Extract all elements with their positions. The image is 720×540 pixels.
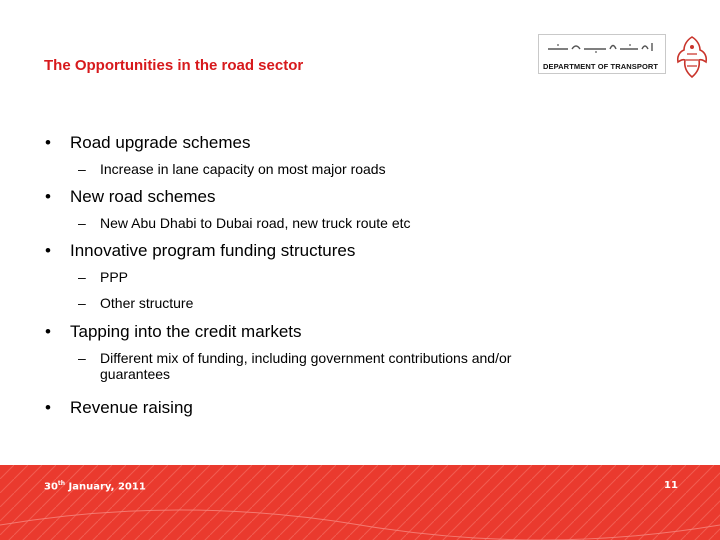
sub-bullet-item <box>78 269 128 285</box>
footer-bar <box>0 465 720 540</box>
sub-bullet-marker: – <box>78 350 86 366</box>
bullet-item <box>45 133 251 153</box>
bullet-marker: • <box>45 241 51 260</box>
sub-bullet-item <box>78 215 411 231</box>
bullet-marker: • <box>45 187 51 206</box>
bullet-marker: • <box>45 322 51 341</box>
department-of-transport-logo <box>538 34 710 86</box>
bullet-text: Tapping into the credit markets <box>70 322 302 341</box>
bullet-item <box>45 241 355 261</box>
date-day: 30 <box>44 481 58 493</box>
sub-bullet-text: Different mix of funding, including government contributions and/or <box>100 350 512 366</box>
sub-bullet-text: New Abu Dhabi to Dubai road, new truck route etc <box>100 215 411 231</box>
bullet-text: Revenue raising <box>70 398 193 417</box>
date-rest: January, 2011 <box>65 481 146 493</box>
bullet-item <box>45 322 302 342</box>
footer-date <box>44 480 146 492</box>
footer-pattern <box>0 465 720 540</box>
page-number: 11 <box>664 480 678 491</box>
sub-bullet-item <box>78 350 511 382</box>
sub-bullet-item <box>78 295 193 311</box>
bullet-text: New road schemes <box>70 187 216 206</box>
sub-bullet-text: PPP <box>100 269 129 285</box>
bullet-marker: • <box>45 398 51 417</box>
bullet-text: Road upgrade schemes <box>70 133 251 152</box>
sub-bullet-marker: – <box>78 161 86 177</box>
sub-bullet-marker: – <box>78 295 86 311</box>
sub-bullet-text-continued: guarantees <box>100 366 171 382</box>
sub-bullet-text: Other structure <box>100 295 194 311</box>
falcon-emblem-icon <box>675 34 709 84</box>
bullet-text: Innovative program funding structures <box>70 241 356 260</box>
bullet-marker: • <box>45 133 51 152</box>
bullet-item <box>45 398 193 418</box>
slide-title: The Opportunities in the road sector <box>44 57 304 74</box>
sub-bullet-text: Increase in lane capacity on most major roads <box>100 161 386 177</box>
arabic-script-graphic <box>544 40 660 54</box>
sub-bullet-marker: – <box>78 269 86 285</box>
logo-text: DEPARTMENT OF TRANSPORT <box>543 62 659 71</box>
sub-bullet-marker: – <box>78 215 86 231</box>
bullet-item <box>45 187 216 207</box>
sub-bullet-item <box>78 161 386 177</box>
date-suffix: th <box>57 480 66 487</box>
